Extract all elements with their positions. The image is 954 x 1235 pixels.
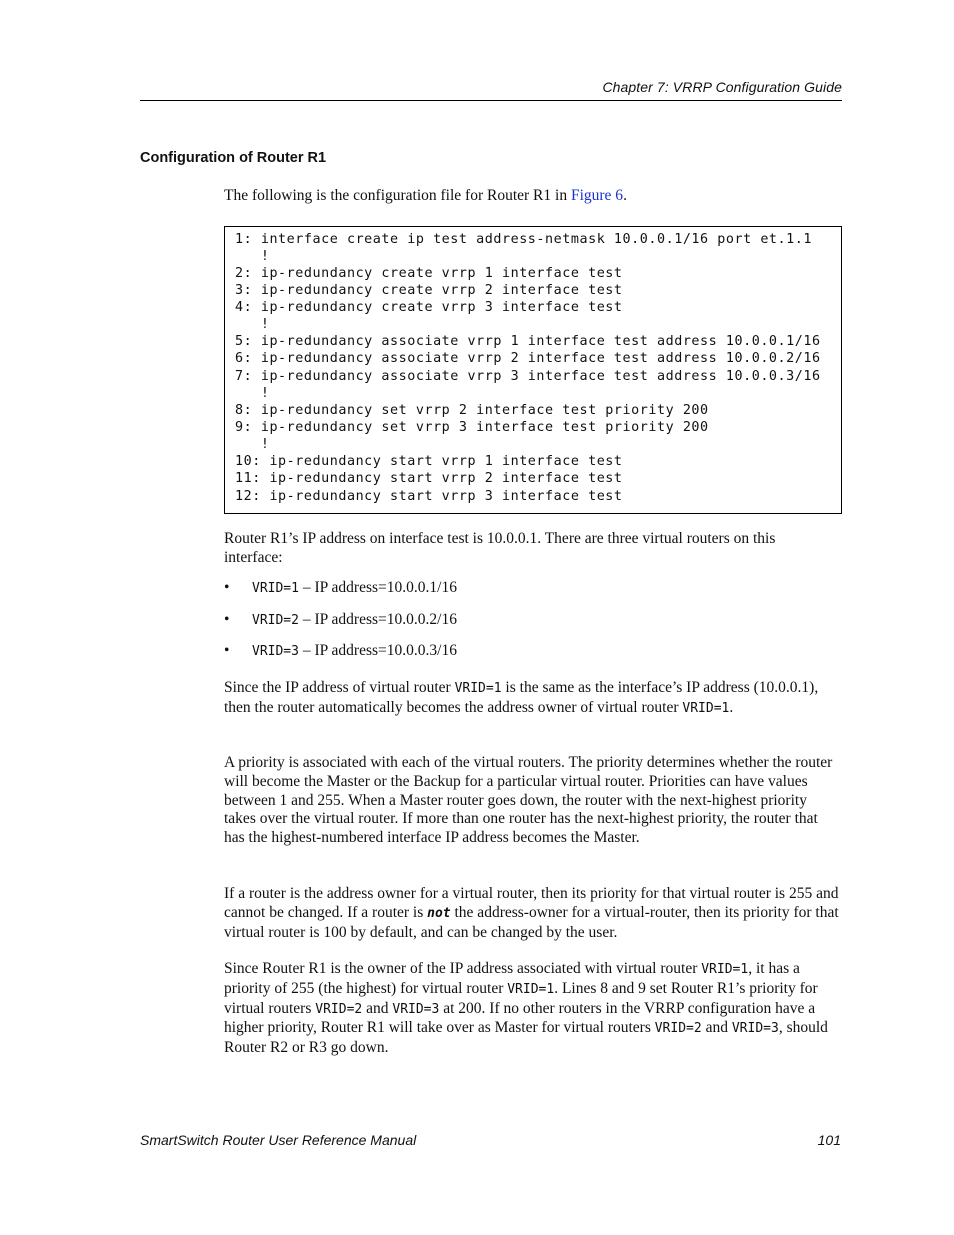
- bullet-icon: •: [224, 611, 230, 628]
- code-line: 9: ip-redundancy set vrrp 3 interface test priority 200: [235, 420, 709, 435]
- vrid-code: VRID=3: [731, 1021, 779, 1037]
- code-line: 5: ip-redundancy associate vrrp 1 interface test address 10.0.0.1/16: [235, 334, 821, 349]
- intro-text-end: .: [623, 187, 627, 204]
- vrid-code: VRID=1: [454, 681, 502, 696]
- code-line: 3: ip-redundancy create vrrp 2 interface test: [235, 283, 623, 298]
- vrid-code: VRID=2: [654, 1021, 702, 1037]
- text-run: Since Router R1 is the owner of the IP address associated with virtual router: [224, 960, 702, 977]
- emphasis-text: not: [427, 905, 451, 921]
- code-line: 11: ip-redundancy start vrrp 2 interface test: [235, 471, 623, 486]
- code-line: !: [235, 317, 270, 332]
- text-run: , it has a priority of 255 (the highest) for virtual router: [224, 960, 800, 997]
- vrid-text: – IP address=10.0.0.3/16: [298, 642, 457, 659]
- text-run: . Lines 8 and 9 set Router R1’s priority for virtual routers: [224, 979, 818, 1017]
- router-ip-paragraph: Router R1’s IP address on interface test is 10.0.0.1. There are three virtual routers on this interface:: [224, 530, 776, 566]
- list-item: [224, 642, 457, 661]
- code-line: 7: ip-redundancy associate vrrp 3 interface test address 10.0.0.3/16: [235, 369, 821, 384]
- text-run: and: [701, 1019, 732, 1037]
- chapter-header: Chapter 7: VRRP Configuration Guide: [602, 79, 842, 95]
- config-code-block: [224, 226, 842, 514]
- code-line: 2: ip-redundancy create vrrp 1 interface test: [235, 266, 623, 281]
- header-rule: [140, 100, 842, 101]
- code-line: 10: ip-redundancy start vrrp 1 interface test: [235, 454, 623, 469]
- code-line: !: [235, 249, 270, 264]
- text-run: If a router is the address owner for a virtual router, then its priority for that virtual router is 255 and cannot be changed. If a router is: [224, 885, 839, 921]
- code-line: 12: ip-redundancy start vrrp 3 interface test: [235, 489, 623, 504]
- vrid-code: VRID=1: [682, 700, 730, 716]
- vrid-code: VRID=1: [507, 981, 555, 997]
- vrid-code: VRID=2: [252, 613, 299, 628]
- vrid-code: VRID=1: [252, 581, 299, 596]
- text-run: .: [729, 698, 734, 716]
- intro-paragraph: [224, 187, 844, 206]
- text-run: , should Router R2 or R3 go down.: [224, 1019, 828, 1057]
- code-line: !: [235, 437, 270, 452]
- list-item: [224, 611, 457, 630]
- summary-paragraph: [224, 960, 844, 1058]
- bullet-icon: •: [224, 579, 230, 596]
- vrid-code: VRID=3: [252, 644, 299, 659]
- text-run: at 200. If no other routers in the VRRP configuration have a higher priority, Router R1 will take over as Master for virtual routers: [224, 999, 816, 1037]
- text-run: Since the IP address of virtual router: [224, 679, 455, 696]
- page-number: 101: [817, 1132, 841, 1148]
- code-line: 6: ip-redundancy associate vrrp 2 interface test address 10.0.0.2/16: [235, 351, 821, 366]
- priority-paragraph: A priority is associated with each of the virtual routers. The priority determines whether the router will become the Master or the Backup for a particular virtual router. Priorities can have values between 1 and 255. When a Master router goes down, the router with the next-highest priority takes over the virtual router. If more than one router has the next-highest priority, the router that has the highest-numbered interface IP address becomes the Master.: [224, 754, 833, 847]
- code-line: !: [235, 386, 270, 401]
- code-line: 8: ip-redundancy set vrrp 2 interface test priority 200: [235, 403, 709, 418]
- list-item: [224, 579, 457, 598]
- vrid-text: – IP address=10.0.0.2/16: [298, 611, 457, 628]
- intro-text: The following is the configuration file for Router R1 in: [224, 187, 571, 204]
- code-line: 1: interface create ip test address-netmask 10.0.0.1/16 port et.1.1: [235, 232, 812, 247]
- vrid-code: VRID=1: [701, 962, 749, 977]
- text-run: the address-owner for a virtual-router, then its priority for that virtual router is 100 by default, and can be changed by the user.: [224, 903, 839, 941]
- text-run: is the same as the interface’s IP address (10.0.0.1), then the router automatically becomes the address owner of virtual router: [224, 679, 819, 716]
- bullet-icon: •: [224, 642, 230, 659]
- footer-manual-title: SmartSwitch Router User Reference Manual: [140, 1132, 417, 1148]
- vrid-text: – IP address=10.0.0.1/16: [298, 579, 457, 596]
- text-run: and: [362, 999, 393, 1017]
- vrid-code: VRID=3: [392, 1001, 440, 1017]
- code-line: 4: ip-redundancy create vrrp 3 interface test: [235, 300, 623, 315]
- owner-paragraph: [224, 679, 824, 719]
- vrid-code: VRID=2: [315, 1001, 363, 1017]
- owner-priority-paragraph: [224, 885, 844, 942]
- figure-link[interactable]: Figure 6: [570, 187, 624, 204]
- section-heading: Configuration of Router R1: [140, 150, 327, 166]
